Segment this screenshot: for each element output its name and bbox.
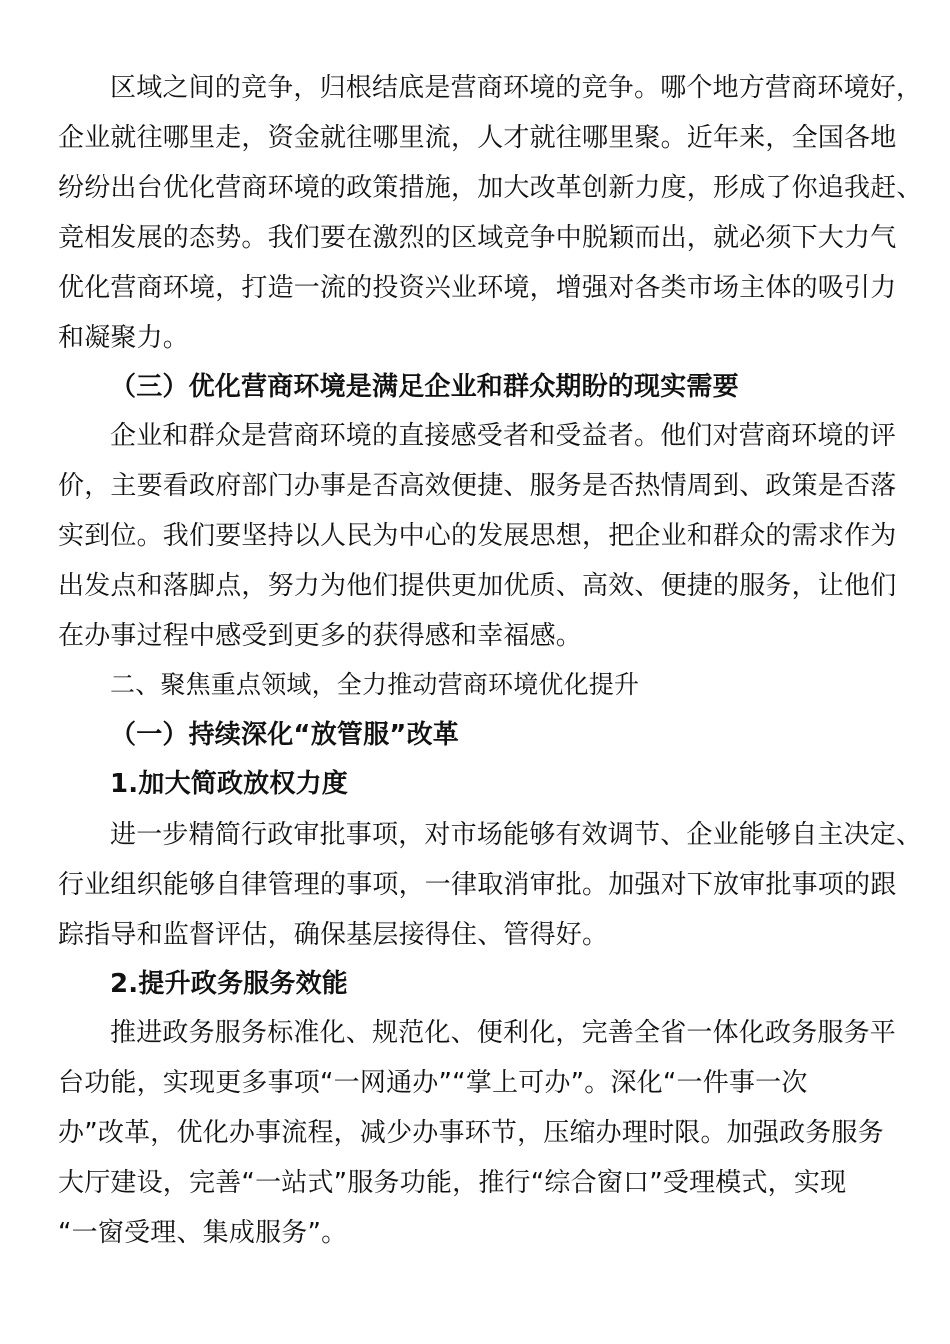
paragraph-3-line-2: 行业组织能够自律管理的事项，一律取消审批。加强对下放审批事项的跟 (58, 870, 897, 900)
paragraph-4-line-1: 推进政务服务标准化、规范化、便利化，完善全省一体化政务服务平 (110, 1018, 897, 1048)
paragraph-1-line-3: 纷纷出台优化营商环境的政策措施，加大改革创新力度，形成了你追我赶、 (58, 173, 923, 203)
heading-3: （三）优化营商环境是满足企业和群众期盼的现实需要 (110, 372, 739, 402)
paragraph-3-line-3: 踪指导和监督评估，确保基层接得住、管得好。 (58, 920, 609, 950)
paragraph-1-line-4: 竞相发展的态势。我们要在激烈的区域竞争中脱颖而出，就必须下大力气 (58, 223, 897, 253)
paragraph-4-line-3: 办”改革，优化办事流程，减少办事环节，压缩办理时限。加强政务服务 (58, 1118, 884, 1148)
section-2-heading: 二、聚焦重点领域，全力推动营商环境优化提升 (110, 670, 640, 699)
item-1-heading: 1.加大简政放权力度 (110, 769, 348, 799)
paragraph-1-line-1: 区域之间的竞争，归根结底是营商环境的竞争。哪个地方营商环境好， (110, 73, 923, 103)
paragraph-1-line-5: 优化营商环境，打造一流的投资兴业环境，增强对各类市场主体的吸引力 (58, 273, 897, 303)
paragraph-1-line-2: 企业就往哪里走，资金就往哪里流，人才就往哪里聚。近年来，全国各地 (58, 123, 897, 153)
paragraph-2-line-2: 价，主要看政府部门办事是否高效便捷、服务是否热情周到、政策是否落 (58, 471, 897, 501)
item-2-heading: 2.提升政务服务效能 (110, 969, 348, 999)
paragraph-4-line-5: “一窗受理、集成服务”。 (58, 1218, 348, 1248)
paragraph-1-line-6: 和凝聚力。 (58, 323, 190, 353)
paragraph-4-line-4: 大厅建设，完善“一站式”服务功能，推行“综合窗口”受理模式，实现 (58, 1168, 847, 1198)
paragraph-2-line-4: 出发点和落脚点，努力为他们提供更加优质、高效、便捷的服务，让他们 (58, 571, 897, 601)
paragraph-2-line-3: 实到位。我们要坚持以人民为中心的发展思想，把企业和群众的需求作为 (58, 521, 897, 551)
paragraph-2-line-1: 企业和群众是营商环境的直接感受者和受益者。他们对营商环境的评 (110, 421, 897, 451)
paragraph-3-line-1: 进一步精简行政审批事项，对市场能够有效调节、企业能够自主决定、 (110, 820, 923, 850)
paragraph-4-line-2: 台功能，实现更多事项“一网通办”“掌上可办”。深化“一件事一次 (58, 1068, 808, 1098)
paragraph-2-line-5: 在办事过程中感受到更多的获得感和幸福感。 (58, 621, 583, 651)
subsection-1-heading: （一）持续深化“放管服”改革 (110, 720, 459, 750)
